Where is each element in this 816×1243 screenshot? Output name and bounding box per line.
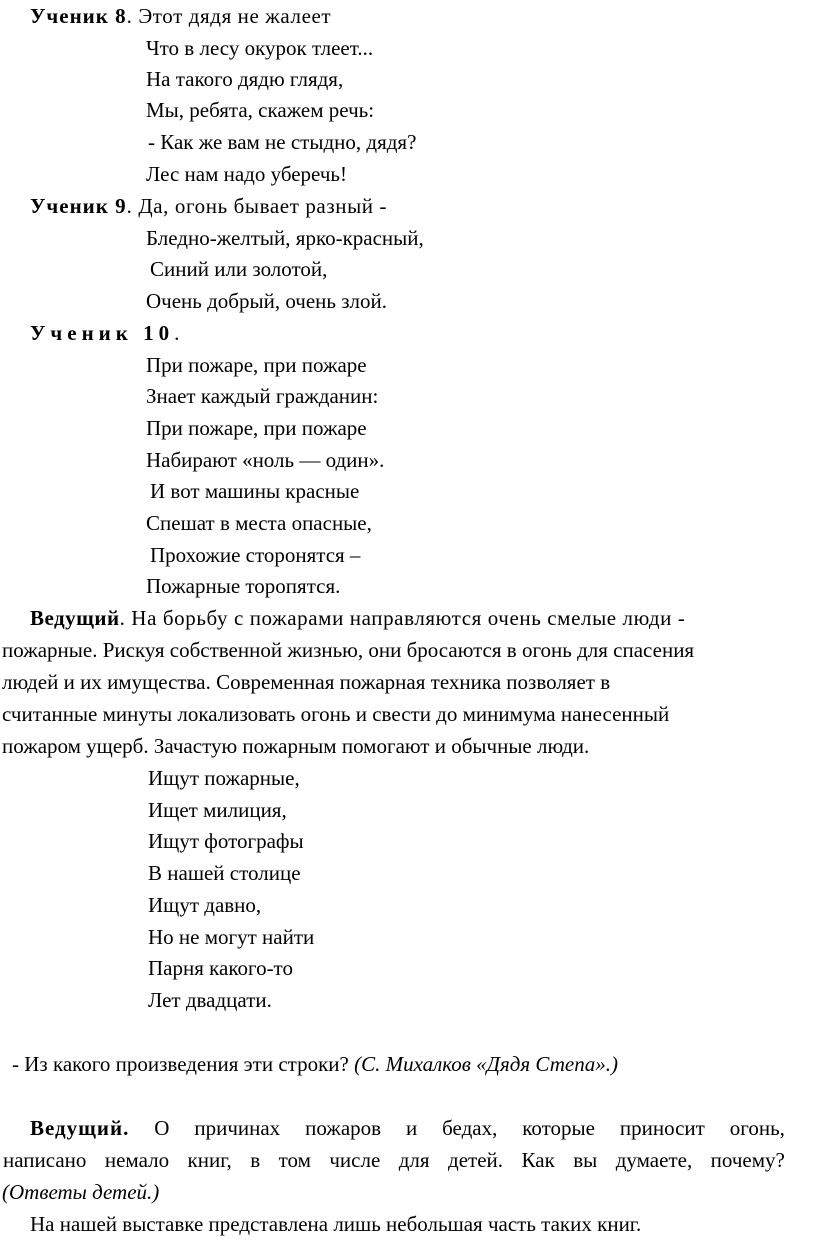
paragraph-line: . На борьбу с пожарами направляются очень смелые люди - [119,606,686,630]
word: пожаров [305,1116,382,1140]
word: числе [329,1148,381,1172]
verse-line: Мы, ребята, скажем речь: [146,98,375,122]
student-10-first-line [30,318,179,348]
speaker-label: Ведущий [30,606,120,630]
word: почему? [710,1148,785,1172]
verse-line: При пожаре, при пожаре [146,353,367,377]
verse-line: Прохожие сторонятся – [150,543,361,567]
paragraph-line: пожарные. Рискуя собственной жизнью, они бросаются в огонь для спасения [2,638,695,662]
verse-line: - Как же вам не стыдно, дядя? [148,130,417,154]
verse-line: . Да, огонь бывает разный - [126,194,388,218]
speaker-punct: . [174,321,180,345]
verse-line: Ищут фотографы [148,829,304,853]
word: думаете, [615,1148,693,1172]
word: немало [104,1148,170,1172]
word: написано [3,1148,87,1172]
word: вы [573,1148,598,1172]
verse-line: Ищут пожарные, [148,766,300,790]
word: причинах [194,1116,281,1140]
verse-line: Но не могут найти [148,925,315,949]
word: книг, [187,1148,232,1172]
verse-line: Бледно-желтый, ярко-красный, [146,226,424,250]
speaker-label: Ученик 10 [30,321,175,345]
word: Как [521,1148,555,1172]
verse-line: Набирают «ноль — один». [146,448,385,472]
verse-line: Пожарные торопятся. [146,574,341,598]
verse-line: Спешат в места опасные, [146,511,372,535]
host-paragraph-first-line [30,603,685,633]
verse-line: При пожаре, при пожаре [146,416,367,440]
verse-line: Очень добрый, очень злой. [146,289,387,313]
verse-line: Ищет милиция, [148,798,287,822]
verse-line: И вот машины красные [150,479,360,503]
paragraph-line: На нашей выставке представлена лишь небольшая часть таких книг. [30,1212,642,1236]
host-paragraph-2-line-2 [3,1145,785,1175]
student-9-first-line [30,191,387,221]
word: том [278,1148,311,1172]
word: приносит [619,1116,705,1140]
verse-line: Знает каждый гражданин: [146,384,379,408]
question-line [12,1049,618,1079]
question-answer: (С. Михалков «Дядя Степа».) [354,1052,618,1076]
word: О [154,1116,170,1140]
verse-line: Синий или золотой, [150,257,328,281]
verse-line: Ищут давно, [148,893,262,917]
paragraph-line: пожаром ущерб. Зачастую пожарным помогают и обычные люди. [2,734,590,758]
word: которые [522,1116,595,1140]
word: в [250,1148,261,1172]
verse-line: . Этот дядя не жалеет [126,4,332,28]
paragraph-line: людей и их имущества. Современная пожарная техника позволяет в [2,670,611,694]
word: и [405,1116,418,1140]
word: огонь, [729,1116,785,1140]
speaker-label: Ведущий. [30,1116,130,1140]
speaker-label: Ученик 9 [30,194,127,218]
host-paragraph-2-line-1 [30,1113,785,1143]
student-8-first-line [30,1,331,31]
verse-line: Лес нам надо уберечь! [146,162,347,186]
question-text: - Из какого произведения эти строки? [12,1052,349,1076]
verse-line: Что в лесу окурок тлеет... [146,36,374,60]
verse-line: На такого дядю глядя, [146,67,344,91]
verse-line: В нашей столице [148,861,301,885]
paragraph-line: считанные минуты локализовать огонь и свести до минимума нанесенный [2,702,670,726]
answers-note: (Ответы детей.) [2,1180,160,1204]
word: бедах, [442,1116,498,1140]
word: детей. [448,1148,504,1172]
verse-line: Лет двадцати. [148,988,272,1012]
speaker-label: Ученик 8 [30,4,127,28]
word: для [398,1148,430,1172]
verse-line: Парня какого-то [148,956,293,980]
